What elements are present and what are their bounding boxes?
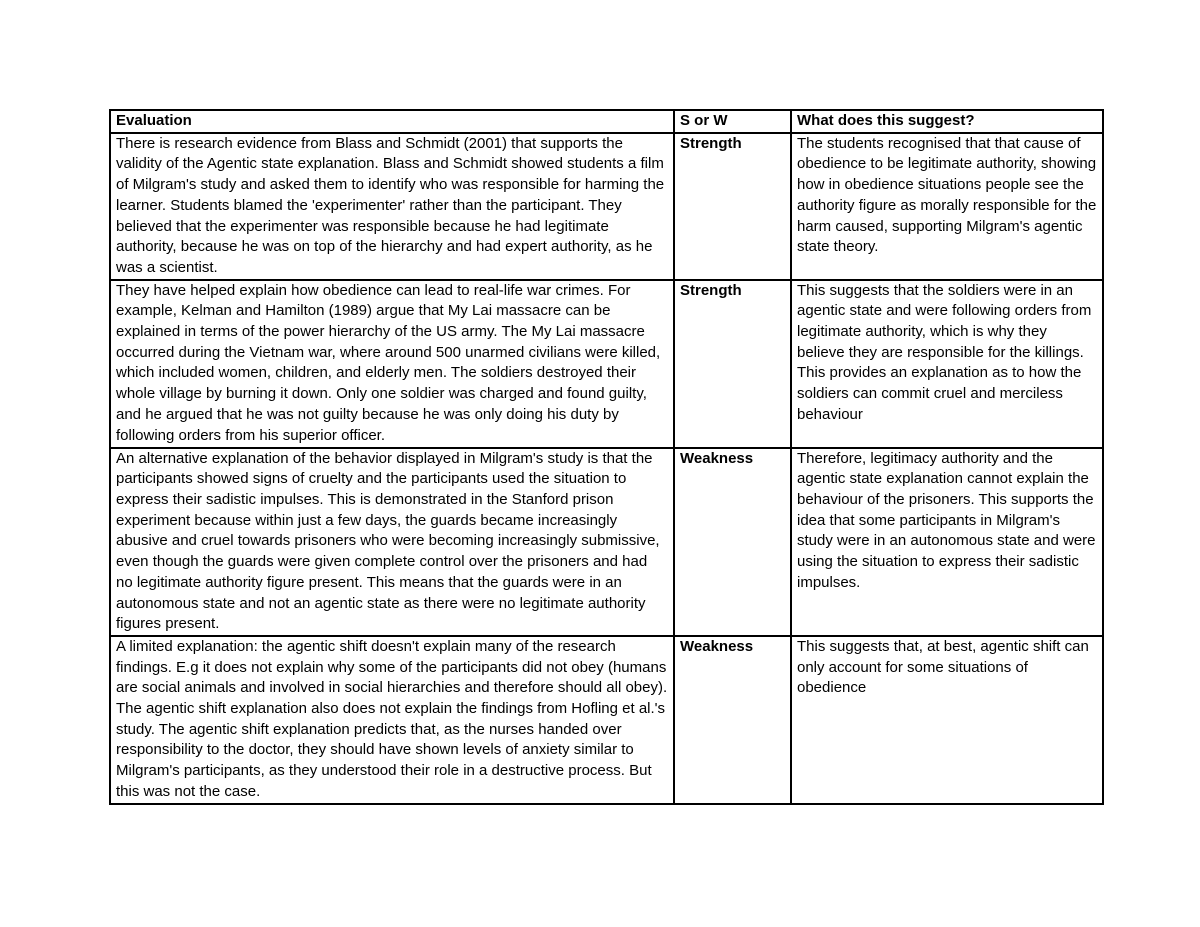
evaluation-table — [109, 109, 1104, 805]
evaluation-cell: An alternative explanation of the behavior displayed in Milgram's study is that the participants showed signs of cruelty and the participants used the situation to express their sadistic impulses. This is demonstrated in the Stanford prison experiment because within just a few days, the guards became increasingly abusive and cruel towards prisoners who were becoming increasingly submissive, even though the guards were given complete control over the prisoners and had no legitimate authority figure present. This means that the guards were in an autonomous state and not an agentic state as there were no legitimate authority figures present. — [110, 448, 674, 636]
table-header-row — [110, 110, 1103, 133]
evaluation-cell: They have helped explain how obedience can lead to real-life war crimes. For example, Kelman and Hamilton (1989) argue that My Lai massacre can be explained in terms of the power hierarchy of the US army. The My Lai massacre occurred during the Vietnam war, where around 500 unarmed civilians were killed, which included women, children, and elderly men. The soldiers destroyed their whole village by burning it down. Only one soldier was charged and found guilty, and he argued that he was not guilty because he was only doing his duty by following orders from his superior officer. — [110, 280, 674, 448]
header-evaluation: Evaluation — [110, 110, 674, 133]
s-or-w-cell: Strength — [674, 280, 791, 448]
table-row — [110, 280, 1103, 448]
s-or-w-cell: Strength — [674, 133, 791, 280]
header-s-or-w: S or W — [674, 110, 791, 133]
suggestion-cell: Therefore, legitimacy authority and the agentic state explanation cannot explain the behaviour of the prisoners. This supports the idea that some participants in Milgram's study were in an autonomous state and were using the situation to express their sadistic impulses. — [791, 448, 1103, 636]
s-or-w-cell: Weakness — [674, 636, 791, 804]
table-row — [110, 636, 1103, 804]
table-row — [110, 448, 1103, 636]
evaluation-cell: A limited explanation: the agentic shift doesn't explain many of the research findings. E.g it does not explain why some of the participants did not obey (humans are social animals and involved in social hierarchies and therefore should all obey). The agentic shift explanation also does not explain the findings from Hofling et al.'s study. The agentic shift explanation predicts that, as the nurses handed over responsibility to the doctor, they should have shown levels of anxiety similar to Milgram's participants, as they understood their role in a destructive process. But this was not the case. — [110, 636, 674, 804]
suggestion-cell: This suggests that the soldiers were in an agentic state and were following orders from legitimate authority, which is why they believe they are responsible for the killings. This provides an explanation as to how the soldiers can commit cruel and merciless behaviour — [791, 280, 1103, 448]
suggestion-cell: This suggests that, at best, agentic shift can only account for some situations of obedience — [791, 636, 1103, 804]
suggestion-cell: The students recognised that that cause of obedience to be legitimate authority, showing how in obedience situations people see the authority figure as morally responsible for the harm caused, supporting Milgram's agentic state theory. — [791, 133, 1103, 280]
evaluation-cell: There is research evidence from Blass and Schmidt (2001) that supports the validity of the Agentic state explanation. Blass and Schmidt showed students a film of Milgram's study and asked them to identify who was responsible for harming the learner. Students blamed the 'experimenter' rather than the participant. They believed that the experimenter was responsible because he had legitimate authority, because he was on top of the hierarchy and had expert authority, as he was a scientist. — [110, 133, 674, 280]
table-row — [110, 133, 1103, 280]
header-what-does-this-suggest: What does this suggest? — [791, 110, 1103, 133]
s-or-w-cell: Weakness — [674, 448, 791, 636]
